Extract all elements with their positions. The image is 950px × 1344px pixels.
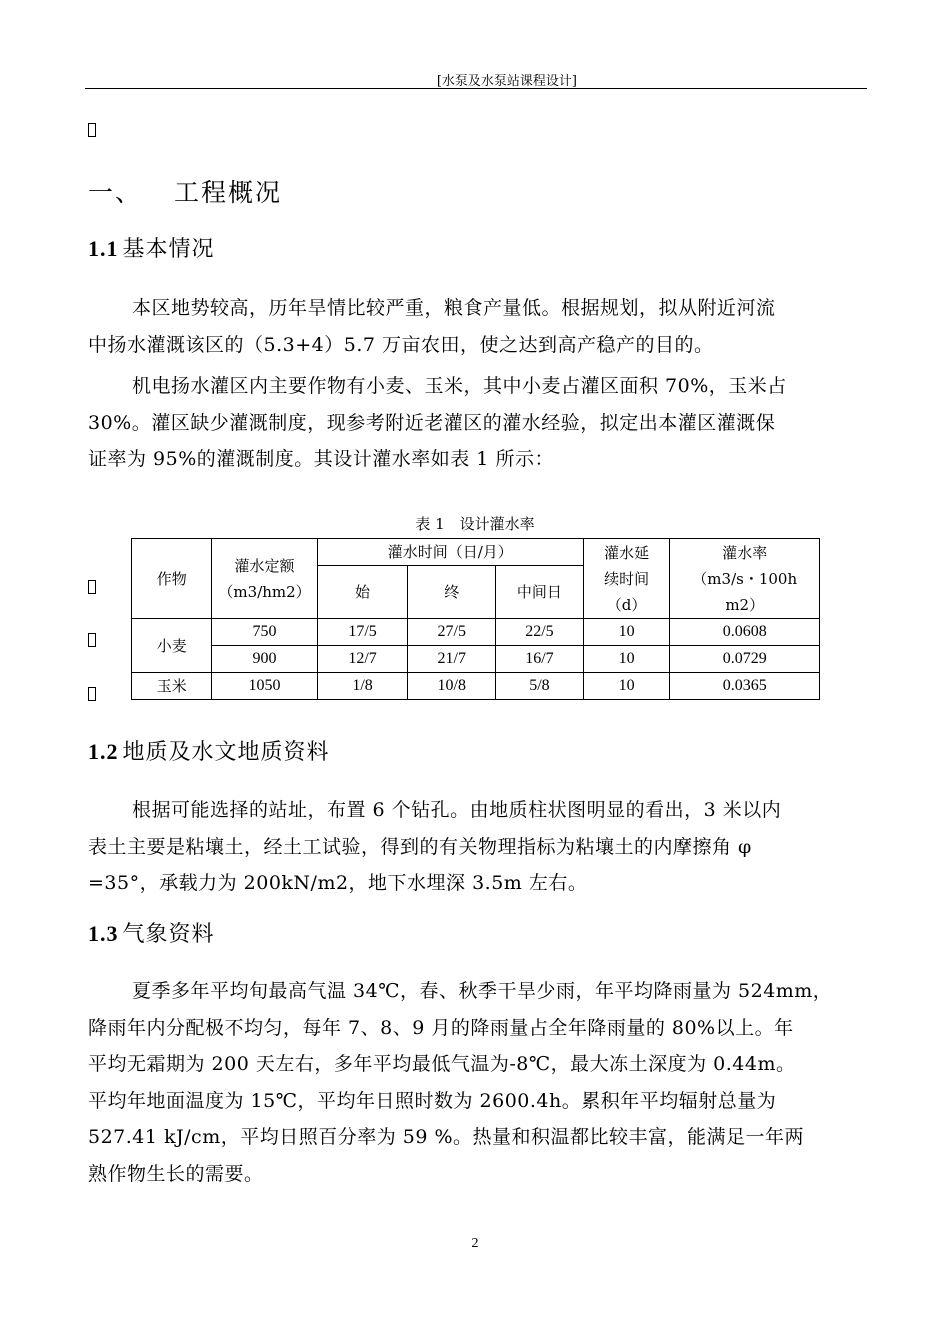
missing-glyph-icon: [88, 123, 96, 137]
missing-glyph-icon: [88, 580, 96, 594]
header-rate-line: 灌水率: [722, 543, 768, 562]
cell-quota: 1050: [212, 673, 317, 700]
cell-mid: 5/8: [496, 673, 584, 700]
cell-rate: 0.0608: [670, 619, 820, 646]
subsection-heading-1-3: [88, 917, 215, 948]
paragraph-line: 表土主要是粘壤土，经土工试验，得到的有关物理指标为粘壤土的内摩擦角 φ: [88, 835, 752, 858]
header-rule: [85, 88, 867, 89]
cell-end: 10/8: [408, 673, 496, 700]
missing-glyph-box: [88, 579, 96, 598]
running-header: [水泵及水泵站课程设计]: [436, 74, 577, 89]
cell-duration: 10: [583, 646, 670, 673]
cell-mid: 16/7: [496, 646, 584, 673]
subsection-title: 基本情况: [122, 237, 215, 262]
paragraph-line: 30%。灌区缺少灌溉制度，现参考附近老灌区的灌水经验，拟定出本灌区灌溉保: [88, 411, 776, 434]
cell-end: 27/5: [408, 619, 496, 646]
cell-start: 17/5: [317, 619, 408, 646]
header-start: 始: [317, 566, 408, 619]
paragraph-line: 证率为 95%的灌溉制度。其设计灌水率如表 1 所示：: [88, 448, 554, 470]
subsection-number: 1.1: [88, 236, 119, 261]
subsection-heading-1-1: [88, 232, 215, 263]
header-quota-unit: （m3/hm2）: [218, 582, 311, 601]
header-end: 终: [408, 566, 496, 619]
header-duration-unit: （d）: [606, 595, 647, 614]
cell-duration: 10: [583, 619, 670, 646]
subsection-number: 1.3: [88, 921, 119, 946]
section-title: 工程概况: [174, 178, 283, 207]
table-row: [132, 673, 820, 700]
table-row: [132, 619, 820, 646]
subsection-heading-1-2: [88, 735, 330, 766]
cell-crop: 玉米: [132, 673, 212, 700]
header-duration: [583, 539, 670, 619]
cell-rate: 0.0365: [670, 673, 820, 700]
header-quota-line: 灌水定额: [234, 556, 295, 575]
table-caption: 表 1 设计灌水率: [415, 515, 535, 533]
cell-quota: 750: [212, 619, 317, 646]
paragraph-line: 根据可能选择的站址，布置 6 个钻孔。由地质柱状图明显的看出，3 米以内: [132, 799, 782, 821]
irrigation-rate-table: [131, 538, 820, 700]
subsection-title: 地质及水文地质资料: [122, 740, 330, 765]
missing-glyph-box: [88, 122, 96, 141]
header-rate-unit: （m3/s・100h: [692, 569, 798, 588]
subsection-title: 气象资料: [122, 922, 215, 947]
missing-glyph-box: [88, 686, 96, 705]
header-duration-line: 续时间: [604, 569, 650, 588]
page-number: 2: [471, 1236, 479, 1251]
paragraph-line: 本区地势较高，历年旱情比较严重，粮食产量低。根据规划，拟从附近河流: [132, 297, 776, 319]
header-crop: 作物: [132, 539, 212, 619]
cell-quota: 900: [212, 646, 317, 673]
cell-start: 12/7: [317, 646, 408, 673]
subsection-number: 1.2: [88, 739, 119, 764]
cell-crop: 小麦: [132, 619, 212, 673]
cell-rate: 0.0729: [670, 646, 820, 673]
section-heading: [88, 173, 282, 209]
paragraph-line: 平均无霜期为 200 天左右，多年平均最低气温为-8℃，最大冻土深度为 0.44m。: [88, 1053, 796, 1075]
missing-glyph-icon: [88, 687, 96, 701]
header-duration-line: 灌水延: [604, 543, 650, 562]
paragraph-line: 平均年地面温度为 15℃，平均年日照时数为 2600.4h。累积年平均辐射总量为: [88, 1089, 777, 1112]
cell-mid: 22/5: [496, 619, 584, 646]
header-time: 灌水时间（日/月）: [317, 539, 583, 566]
paragraph-line: =35°，承载力为 200kN/m2，地下水埋深 3.5m 左右。: [88, 872, 588, 894]
header-mid: 中间日: [496, 566, 584, 619]
paragraph-line: 527.41 kJ/cm，平均日照百分率为 59 %。热量和积温都比较丰富，能满足一年两: [88, 1126, 805, 1148]
section-number: 一、: [88, 178, 143, 207]
header-rate-unit: m2）: [725, 595, 765, 614]
paragraph-line: 中扬水灌溉该区的（5.3+4）5.7 万亩农田，使之达到高产稳产的目的。: [88, 333, 714, 356]
paragraph-climate: [88, 973, 864, 1192]
cell-duration: 10: [583, 673, 670, 700]
missing-glyph-icon: [88, 633, 96, 647]
cell-start: 1/8: [317, 673, 408, 700]
missing-glyph-box: [88, 632, 96, 651]
cell-end: 21/7: [408, 646, 496, 673]
header-rate: [670, 539, 820, 619]
table-row: [132, 646, 820, 673]
paragraph-line: 降雨年内分配极不均匀，每年 7、8、9 月的降雨量占全年降雨量的 80%以上。年: [88, 1016, 794, 1039]
paragraph-basic-1: [88, 290, 864, 363]
paragraph-geology: [88, 792, 864, 902]
paragraph-line: 夏季多年平均旬最高气温 34℃，春、秋季干旱少雨，年平均降雨量为 524mm，: [132, 980, 833, 1002]
header-quota: [212, 539, 317, 619]
paragraph-basic-2: [88, 368, 864, 478]
paragraph-line: 熟作物生长的需要。: [88, 1162, 264, 1185]
paragraph-line: 机电扬水灌区内主要作物有小麦、玉米，其中小麦占灌区面积 70%，玉米占: [132, 375, 787, 397]
